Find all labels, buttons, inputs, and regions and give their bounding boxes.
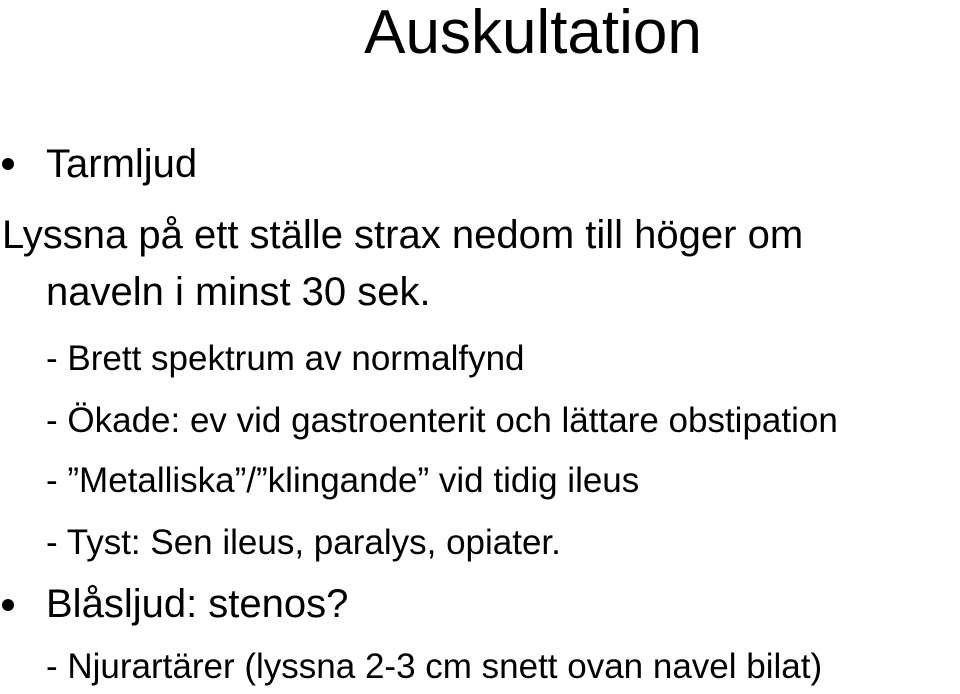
sub-item: - Ökade: ev vid gastroenterit och lättare obstipation	[46, 401, 838, 440]
slide-title: Auskultation	[364, 0, 702, 67]
bullet-item-tarmljud: Tarmljud	[46, 142, 198, 186]
sub-item: - Njurartärer (lyssna 2-3 cm snett ovan navel bilat)	[46, 647, 823, 686]
text-line: naveln i minst 30 sek.	[46, 270, 431, 314]
sub-item: - Tyst: Sen ileus, paralys, opiater.	[46, 523, 561, 562]
sub-item: - Brett spektrum av normalfynd	[46, 339, 525, 378]
bullet-dot-icon	[2, 158, 14, 170]
bullet-dot-icon	[2, 599, 14, 611]
text-line: Lyssna på ett ställe strax nedom till höger om	[2, 213, 804, 257]
bullet-item-blasljud: Blåsljud: stenos?	[46, 582, 349, 626]
sub-item: - ”Metalliska”/”klingande” vid tidig ileus	[46, 461, 640, 500]
